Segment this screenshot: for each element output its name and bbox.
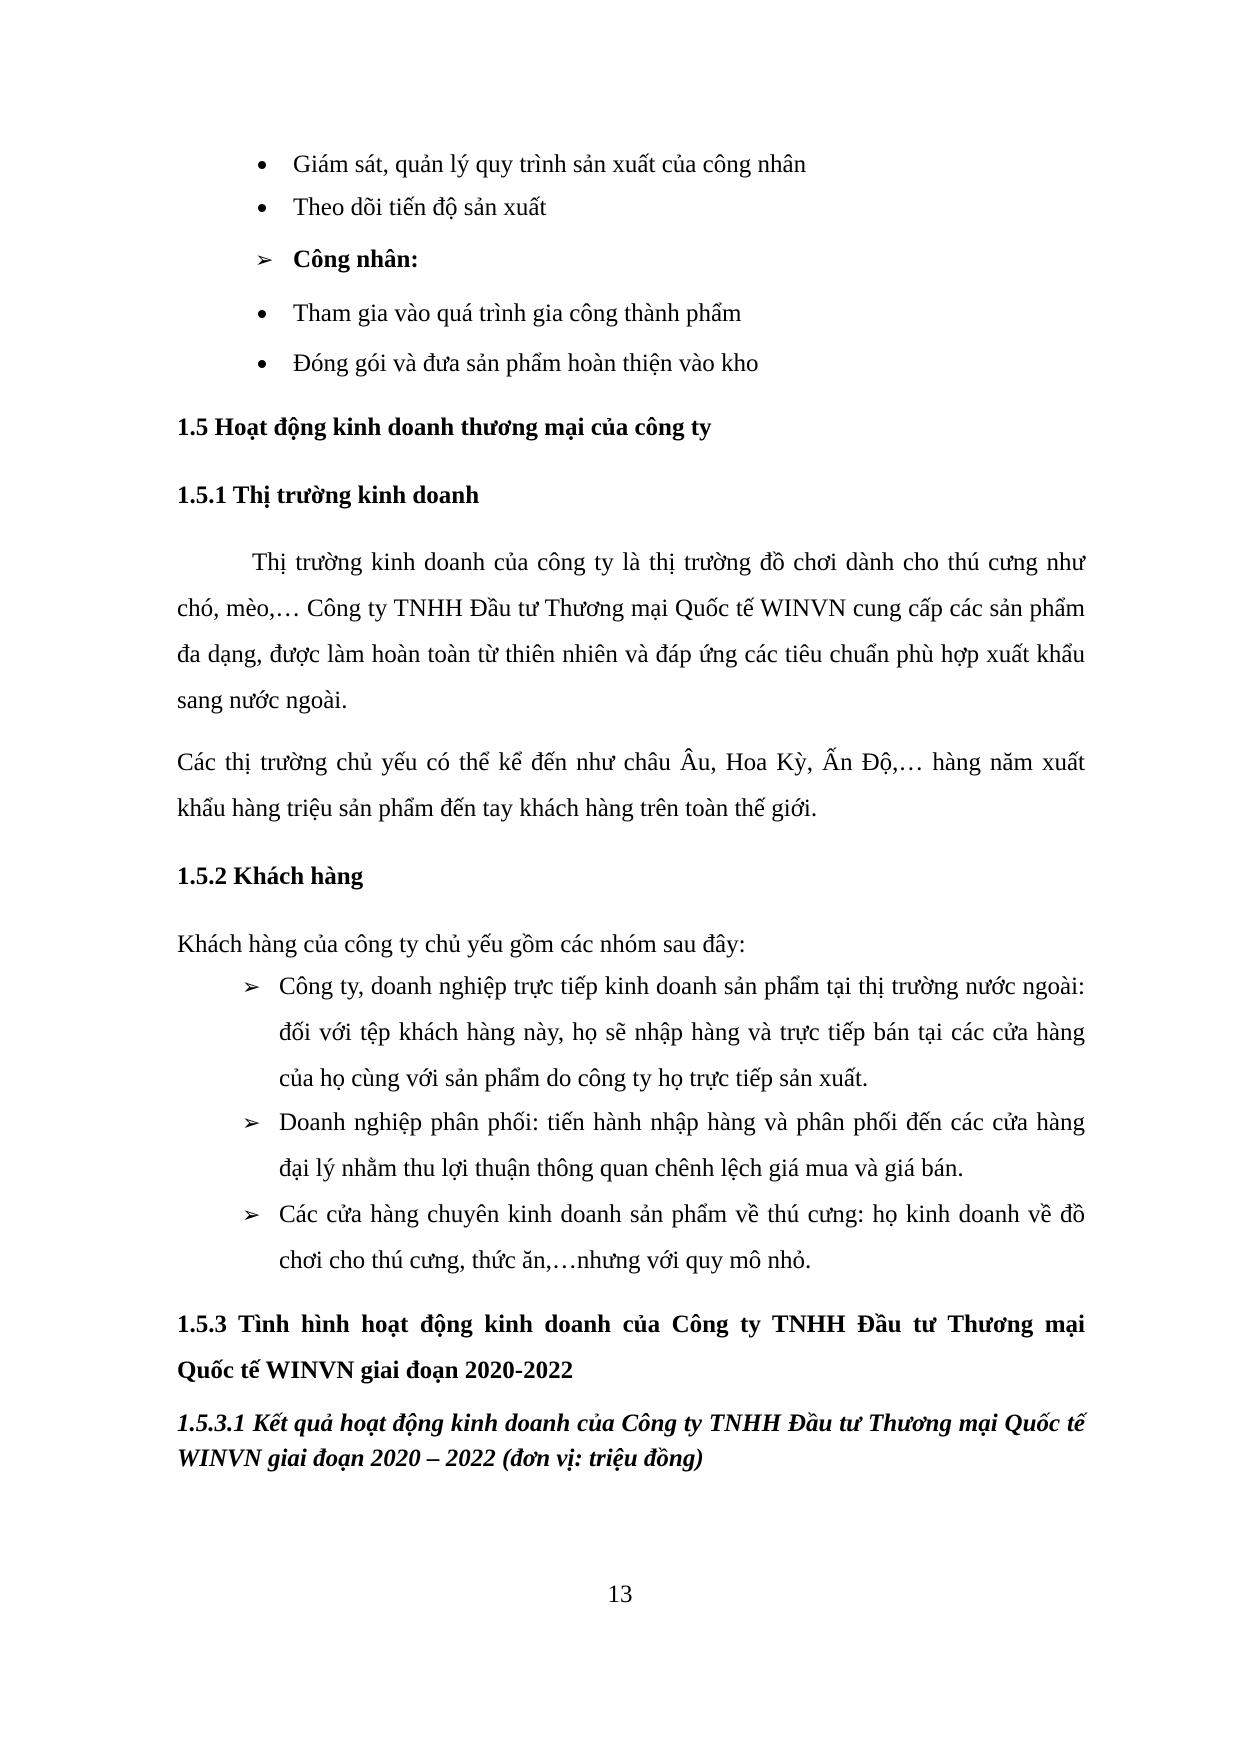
section-heading-1-5-3-line2: Quốc tế WINVN giai đoạn 2020-2022 xyxy=(177,1357,574,1384)
bullet-dot xyxy=(258,310,266,318)
page-number: 13 xyxy=(607,1581,633,1608)
section-heading-1-5-3-line1: 1.5.3 Tình hình hoạt động kinh doanh của Công ty TNHH Đầu tư Thương mại xyxy=(177,1311,1085,1338)
customers-intro: Khách hàng của công ty chủ yếu gồm các nhóm sau đây: xyxy=(177,931,746,958)
customer-group-item: Doanh nghiệp phân phối: tiến hành nhập hàng và phân phối đến các cửa hàng đại lý nhằm thu lợi thuận thông quan chênh lệch giá mua và giá bán. xyxy=(279,1109,1085,1182)
arrow-bullet-icon: ➢ xyxy=(242,1202,261,1227)
section-heading-1-5: 1.5 Hoạt động kinh doanh thương mại của công ty xyxy=(177,414,712,441)
bullet-dot xyxy=(258,360,266,368)
customer-group-item: Công ty, doanh nghiệp trực tiếp kinh doanh sản phẩm tại thị trường nước ngoài: đối với tệp khách hàng này, họ sẽ nhập hàng và trực tiếp bán tại các cửa hàng của họ cùng với sản phẩm do công ty họ trực tiếp sản xuất. xyxy=(279,973,1085,1092)
section-heading-1-5-1: 1.5.1 Thị trường kinh doanh xyxy=(177,482,480,509)
workers-heading: Công nhân: xyxy=(293,246,419,273)
bullet-item: Đóng gói và đưa sản phẩm hoàn thiện vào kho xyxy=(293,350,759,377)
market-paragraph-1 xyxy=(177,540,1085,724)
market-paragraph-1-text: Thị trường kinh doanh của công ty là thị trường đồ chơi dành cho thú cưng như chó, mèo,… Công ty TNHH Đầu tư Thương mại Quốc tế WINVN cung cấp các sản phẩm đa dạng, được làm hoàn toàn từ thiên nhiên và đáp ứng các tiêu chuẩn phù hợp xuất khẩu sang nước ngoài. xyxy=(177,549,1085,714)
bullet-item: Theo dõi tiến độ sản xuất xyxy=(293,194,547,221)
bullet-item: Giám sát, quản lý quy trình sản xuất của công nhân xyxy=(293,151,807,178)
arrow-bullet-icon: ➢ xyxy=(242,974,261,999)
market-paragraph-2: Các thị trường chủ yếu có thể kể đến như châu Âu, Hoa Kỳ, Ấn Độ,… hàng năm xuất khẩu hàng triệu sản phẩm đến tay khách hàng trên toàn thế giới. xyxy=(177,749,1085,822)
customer-group-item: Các cửa hàng chuyên kinh doanh sản phẩm về thú cưng: họ kinh doanh về đồ chơi cho thú cưng, thức ăn,…nhưng với quy mô nhỏ. xyxy=(279,1201,1085,1274)
bullet-item: Tham gia vào quá trình gia công thành phẩm xyxy=(293,300,742,327)
arrow-bullet-icon: ➢ xyxy=(255,247,274,272)
bullet-dot xyxy=(258,204,266,212)
bullet-dot xyxy=(258,161,266,169)
section-heading-1-5-2: 1.5.2 Khách hàng xyxy=(177,863,364,890)
section-heading-1-5-3-1: 1.5.3.1 Kết quả hoạt động kinh doanh của Công ty TNHH Đầu tư Thương mại Quốc tế WINVN giai đoạn 2020 – 2022 (đơn vị: triệu đồng) xyxy=(177,1410,1085,1472)
arrow-bullet-icon: ➢ xyxy=(242,1110,261,1135)
